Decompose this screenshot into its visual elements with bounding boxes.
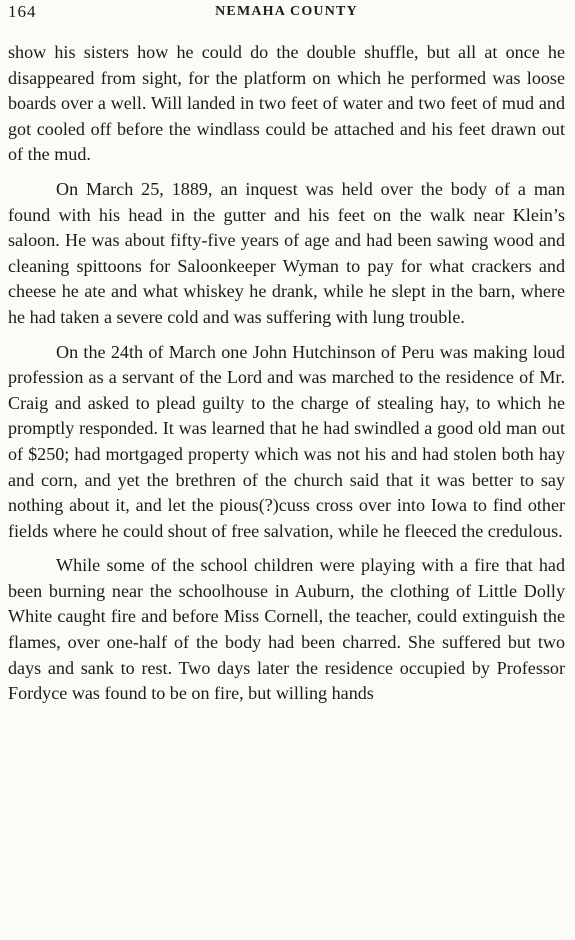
paragraph-hutchinson: On the 24th of March one John Hutchinson of Peru was making loud profession as a servant of the Lord and was marched to the residence of Mr. Craig and asked to plead guilty to the charge of stealing hay, to which he promptly responded. It was learned that he had swindled a good old man out of $250; had mortgaged property which was not his and had stolen both hay and corn, and yet the brethren of the church said that it was better to say nothing about it, and let the pious(?)cuss cross over into Iowa to find other fields where he could shout of free salvation, while he fleeced the credulous.: [8, 341, 565, 541]
running-title: NEMAHA COUNTY: [215, 4, 358, 19]
paragraph-school-fire: While some of the school children were playing with a fire that had been burning near the schoolhouse in Auburn, the clothing of Little Dolly White caught fire and before Miss Cornell, the teacher, could extinguish the flames, over one-half of the body had been charred. She suffered but two days and sank to rest. Two days later the residence occupied by Professor Fordyce was found to be on fire, but willing hands: [8, 555, 565, 704]
paragraph-continuation: show his sisters how he could do the double shuffle, but all at once he disappeared from sight, for the platform on which he performed was loose boards over a well. Will landed in two feet of water and two feet of mud and got cooled off before the windlass could be attached and his feet drawn out of the mud.: [8, 42, 565, 165]
body-text: [8, 40, 565, 716]
paragraph-inquest: On March 25, 1889, an inquest was held over the body of a man found with his head in the gutter and his feet on the walk near Klein’s saloon. He was about fifty-five years of age and had been sawing wood and cleaning spittoons for Saloonkeeper Wyman to pay for what crackers and cheese he ate and what whiskey he drank, while he slept in the barn, where he had taken a severe cold and was suffering with lung trouble.: [8, 178, 565, 327]
page-header: [8, 2, 565, 24]
page-number: 164: [8, 2, 37, 21]
